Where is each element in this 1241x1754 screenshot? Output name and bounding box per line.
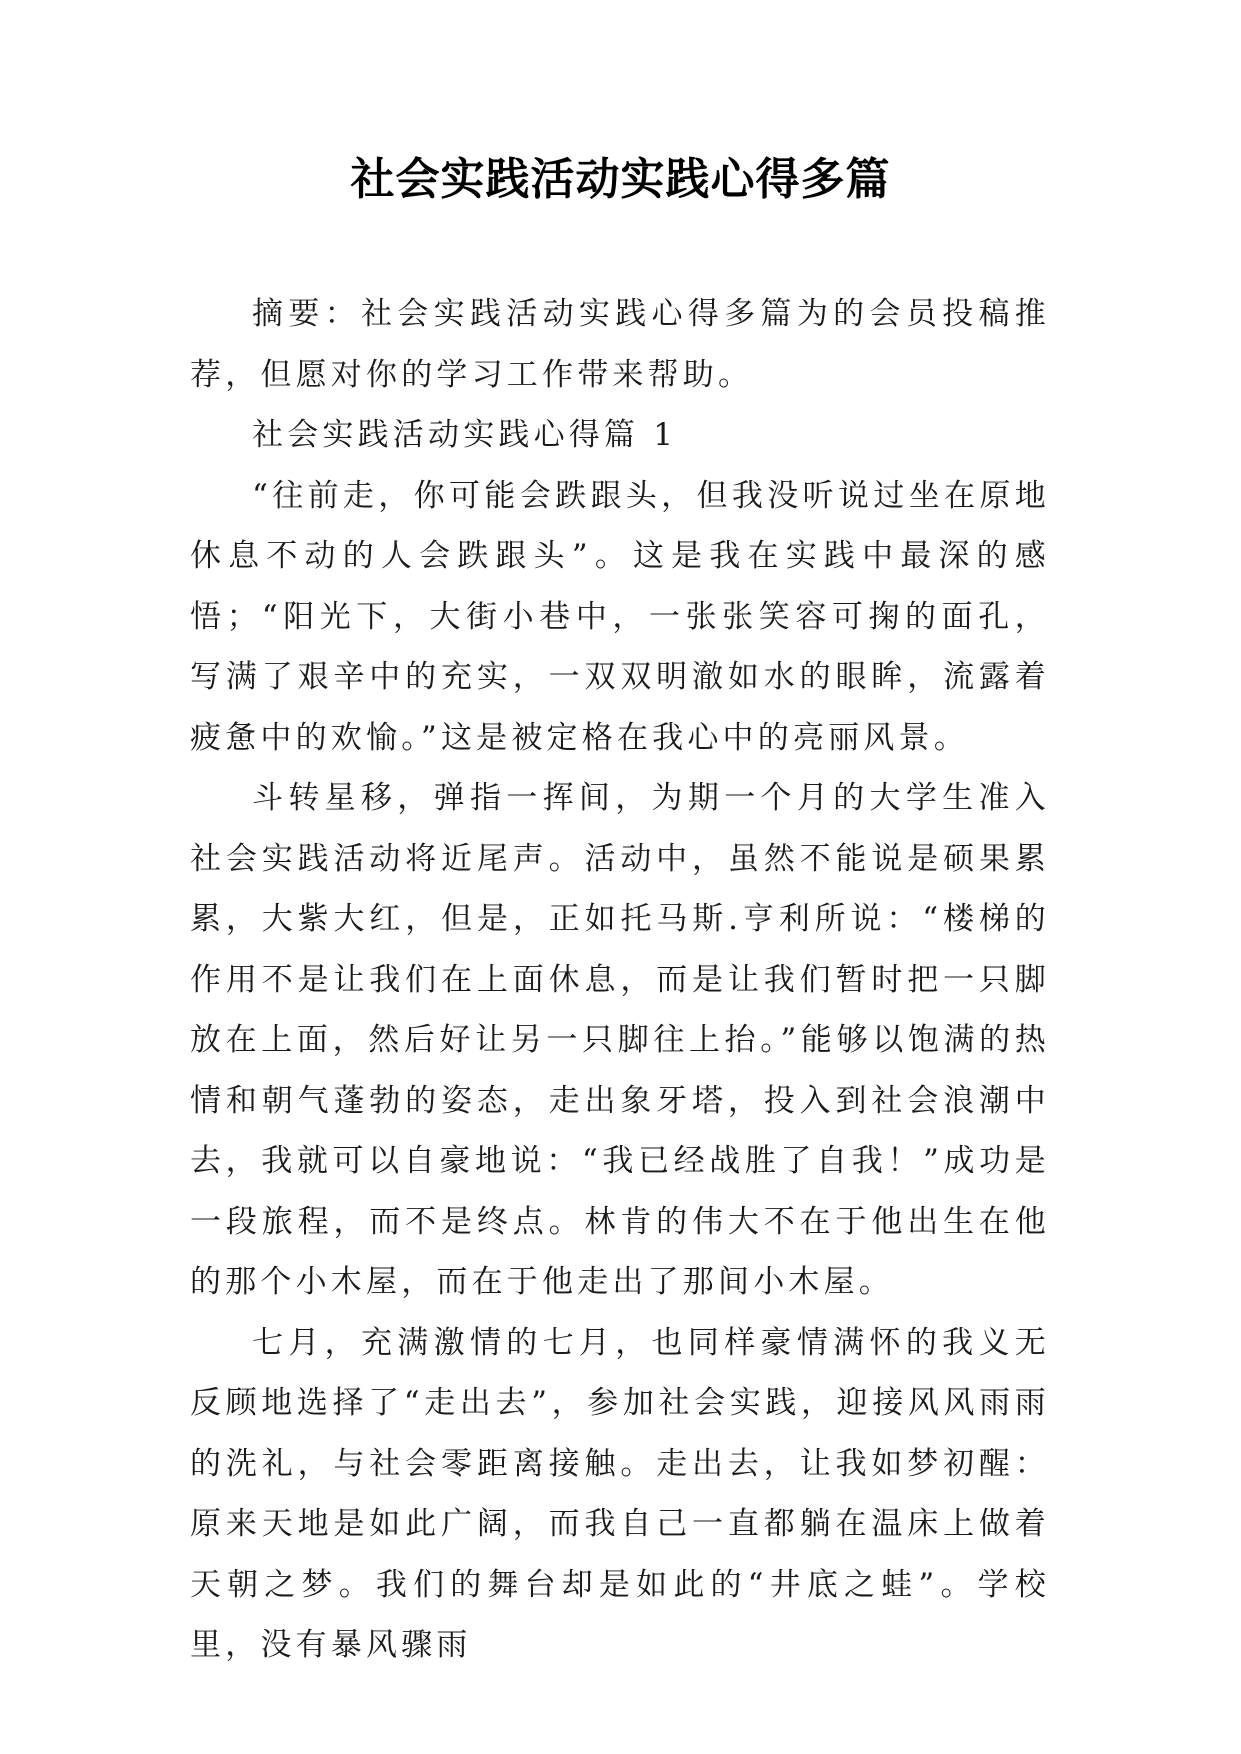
document-title: 社会实践活动实践心得多篇 [350, 154, 891, 205]
section-heading: 社会实践活动实践心得篇 1 [252, 417, 678, 453]
body-paragraph: 斗转星移，弹指一挥间，为期一个月的大学生准入社会实践活动将近尾声。活动中，虽然不能说是硕果累累，大紫大红，但是，正如托马斯.亨利所说：“楼梯的作用不是让我们在上面休息，而是让我们暂时把一只脚放在上面，然后好让另一只脚往上抬。”能够以饱满的热情和朝气蓬勃的姿态，走出象牙塔，投入到社会浪潮中去，我就可以自豪地说：“我已经战胜了自我！”成功是一段旅程，而不是终点。林肯的伟大不在于他出生在他的那个小木屋，而在于他走出了那间小木屋。 [190, 780, 1050, 1300]
abstract-paragraph: 摘要：社会实践活动实践心得多篇为的会员投稿推荐，但愿对你的学习工作带来帮助。 [190, 296, 1050, 393]
body-paragraph: “往前走，你可能会跌跟头，但我没听说过坐在原地休息不动的人会跌跟头”。这是我在实践中最深的感悟；“阳光下，大街小巷中，一张张笑容可掬的面孔，写满了艰辛中的充实，一双双明澈如水的眼眸，流露着疲惫中的欢愉。”这是被定格在我心中的亮丽风景。 [190, 477, 1050, 756]
body-paragraph: 七月，充满激情的七月，也同样豪情满怀的我义无反顾地选择了“走出去”，参加社会实践，迎接风风雨雨的洗礼，与社会零距离接触。走出去，让我如梦初醒：原来天地是如此广阔，而我自己一直都躺在温床上做着天朝之梦。我们的舞台却是如此的“井底之蛙”。学校里，没有暴风骤雨 [190, 1324, 1050, 1663]
document-body [190, 284, 1050, 1676]
